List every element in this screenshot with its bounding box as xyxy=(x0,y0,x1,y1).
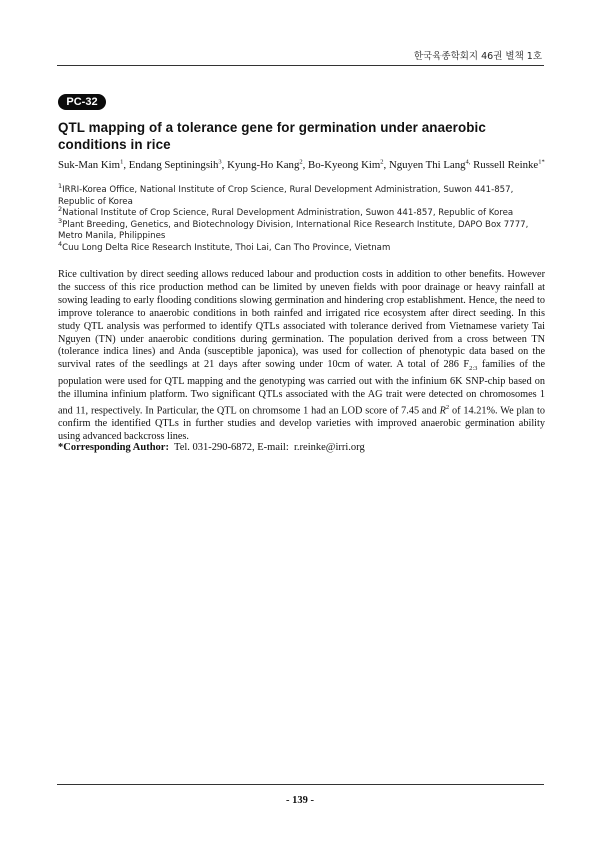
session-badge: PC-32 xyxy=(58,94,106,110)
r-squared-symbol: R xyxy=(439,405,446,417)
affiliation: $^3$Plant Breeding, Genetics, and Biotechnology Division, International Rice Research Institute, DAPO Box 7777, Metro Manila, Philippines xyxy=(58,216,529,242)
author: Bo-Kyeong Kim$^2$, xyxy=(308,158,389,171)
affiliation-list xyxy=(58,182,548,255)
running-header: 한국육종학회지 46권 별책 1호 xyxy=(413,51,542,62)
author: Suk-Man Kim$^1$, xyxy=(58,158,129,171)
author: Kyung-Ho Kang$^2$, xyxy=(227,158,309,171)
corresponding-contact: Tel. 031-290-6872, E-mail: r.reinke@irri.org xyxy=(168,442,365,453)
corresponding-author xyxy=(58,441,365,454)
corresponding-label: *Corresponding Author: xyxy=(58,442,169,453)
paper-title: QTL mapping of a tolerance gene for germination under anaerobic conditions in rice xyxy=(58,120,486,152)
abstract-body: Rice cultivation by direct seeding allows reduced labour and production costs in addition to other benefits. However the success of this rice production method can be limited by uneven fields with poor drainage or heavy rainfall at sowing leading to early flooding conditions slowing germination and hindering crop establishment. Hence, the need to improve tolerance to anaerobic conditions in both rainfed and irrigated rice ecosystem after direct seeding. In this study QTL analysis was performed to identify QTLs associated with tolerance derived from Vietnamese variety Tai Nguyen (TN) under anaerobic conditions during germination. The population derived from a cross between TN (tolerance indica lines) and Anda (susceptible japonica), was used for collection of phenotypic data based on the survival rates of the seedlings at 21 days after sowing under 10cm of water. A total of 286 $F_{2:3}$ families of the population were used for QTL mapping and the genotyping was carried out with the infinium 6K SNP-chip based on the illumina infinium platform. Two significant QTLs associated with the AG trait were detected on chromosomes 1 and 11, respectively. In Particular, the QTL on chromsome 1 had an LOD score of 7.45 and $R^2$ of 14.21%. We plan to confirm the identified QTLs in further studies and develop varieties with improved anaerobic germination ability using advanced backcross lines. xyxy=(58,269,545,443)
affiliation: $^4$Cuu Long Delta Rice Research Institute, Thoi Lai, Can Tho Province, Vietnam xyxy=(58,240,391,253)
footer-rule xyxy=(57,784,544,785)
affiliation: $^2$National Institute of Crop Science, Rural Development Administration, Suwon 441-857, Republic of Korea xyxy=(58,205,514,219)
author: Russell Reinke$^{1*}$ xyxy=(473,158,545,171)
page-number: - 139 - xyxy=(286,795,314,806)
author: Nguyen Thi Lang$^{4,}$ xyxy=(388,158,471,171)
author-list xyxy=(58,158,548,172)
author: Endang Septiningsih$^3$, xyxy=(128,158,228,171)
generation-subscript: 2:3 xyxy=(469,365,478,373)
header-rule xyxy=(57,65,544,66)
affiliation: $^1$IRRI-Korea Office, National Institute of Crop Science, Rural Development Administration, Suwon 441-857, Republic of Korea xyxy=(58,182,514,207)
